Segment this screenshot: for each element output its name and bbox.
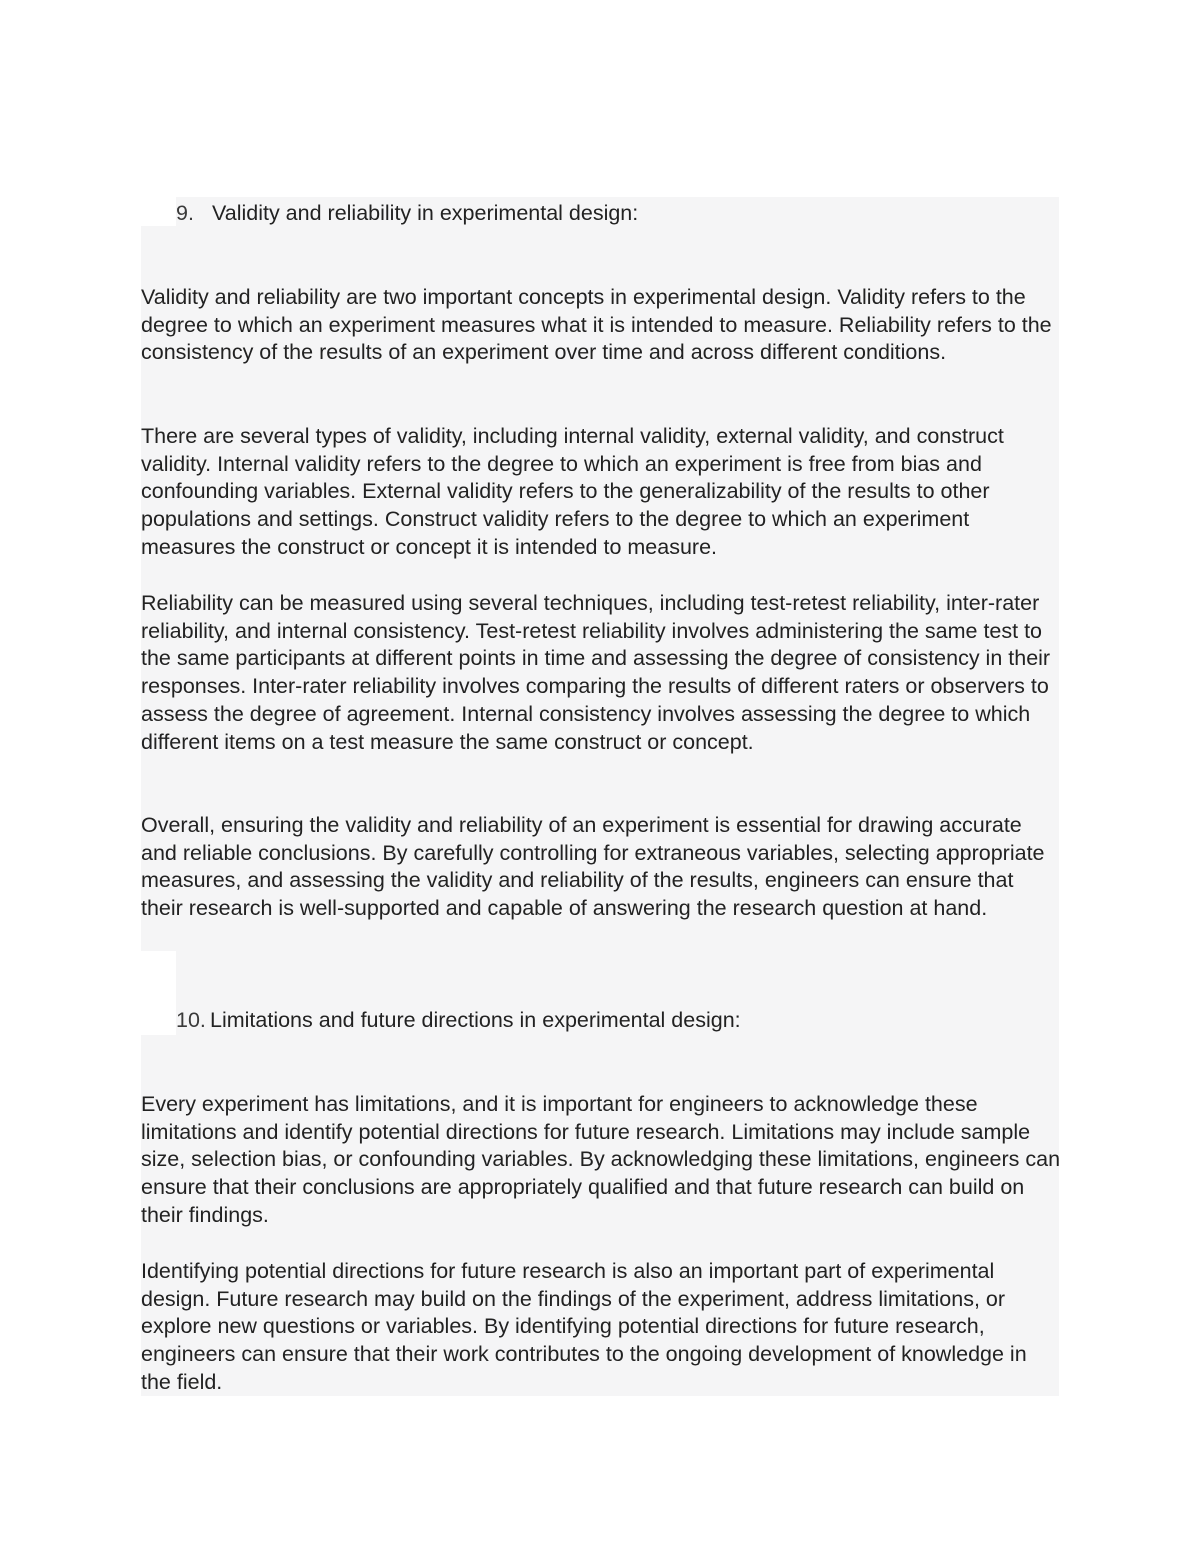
section-title: Limitations and future directions in experimental design: [210,1008,741,1032]
paragraph: Validity and reliability are two important concepts in experimental design. Validity refers to the degree to which an experiment measures what it is intended to measure. Reliability refers to the consistency of the results of an experiment over time and across different conditions. [141,285,1052,365]
section-number: 10. [176,1008,206,1032]
section-heading [176,199,638,227]
paragraph: Every experiment has limitations, and it is important for engineers to acknowledge these limitations and identify potential directions for future research. Limitations may include sample size, selection bias, or confounding variables. By acknowledging these limitations, engineers can ensure that their conclusions are appropriately qualified and that future research can build on their findings. [141,1092,1061,1227]
section-title: Validity and reliability in experimental design: [212,201,639,225]
paragraph: There are several types of validity, including internal validity, external validity, and construct validity. Internal validity refers to the degree to which an experiment is free from bias and confounding variables. External validity refers to the generalizability of the results to other populations and settings. Construct validity refers to the degree to which an experiment measures the construct or concept it is intended to measure. [141,424,1004,559]
section-number: 9. [176,201,194,225]
paragraph: Overall, ensuring the validity and reliability of an experiment is essential for drawing accurate and reliable conclusions. By carefully controlling for extraneous variables, selecting appropriate measures, and assessing the validity and reliability of the results, engineers can ensure that their research is well-supported and capable of answering the research question at hand. [141,813,1045,921]
section-heading [176,1006,741,1034]
paragraph: Reliability can be measured using several techniques, including test-retest reliability, inter-rater reliability, and internal consistency. Test-retest reliability involves administering the same test to the same participants at different points in time and assessing the degree of consistency in their responses. Inter-rater reliability involves comparing the results of different raters or observers to assess the degree of agreement. Internal consistency involves assessing the degree to which different items on a test measure the same construct or concept. [141,591,1051,754]
paragraph: Identifying potential directions for future research is also an important part of experimental design. Future research may build on the findings of the experiment, address limitations, or explore new questions or variables. By identifying potential directions for future research, engineers can ensure that their work contributes to the ongoing development of knowledge in the field. [141,1259,1027,1394]
